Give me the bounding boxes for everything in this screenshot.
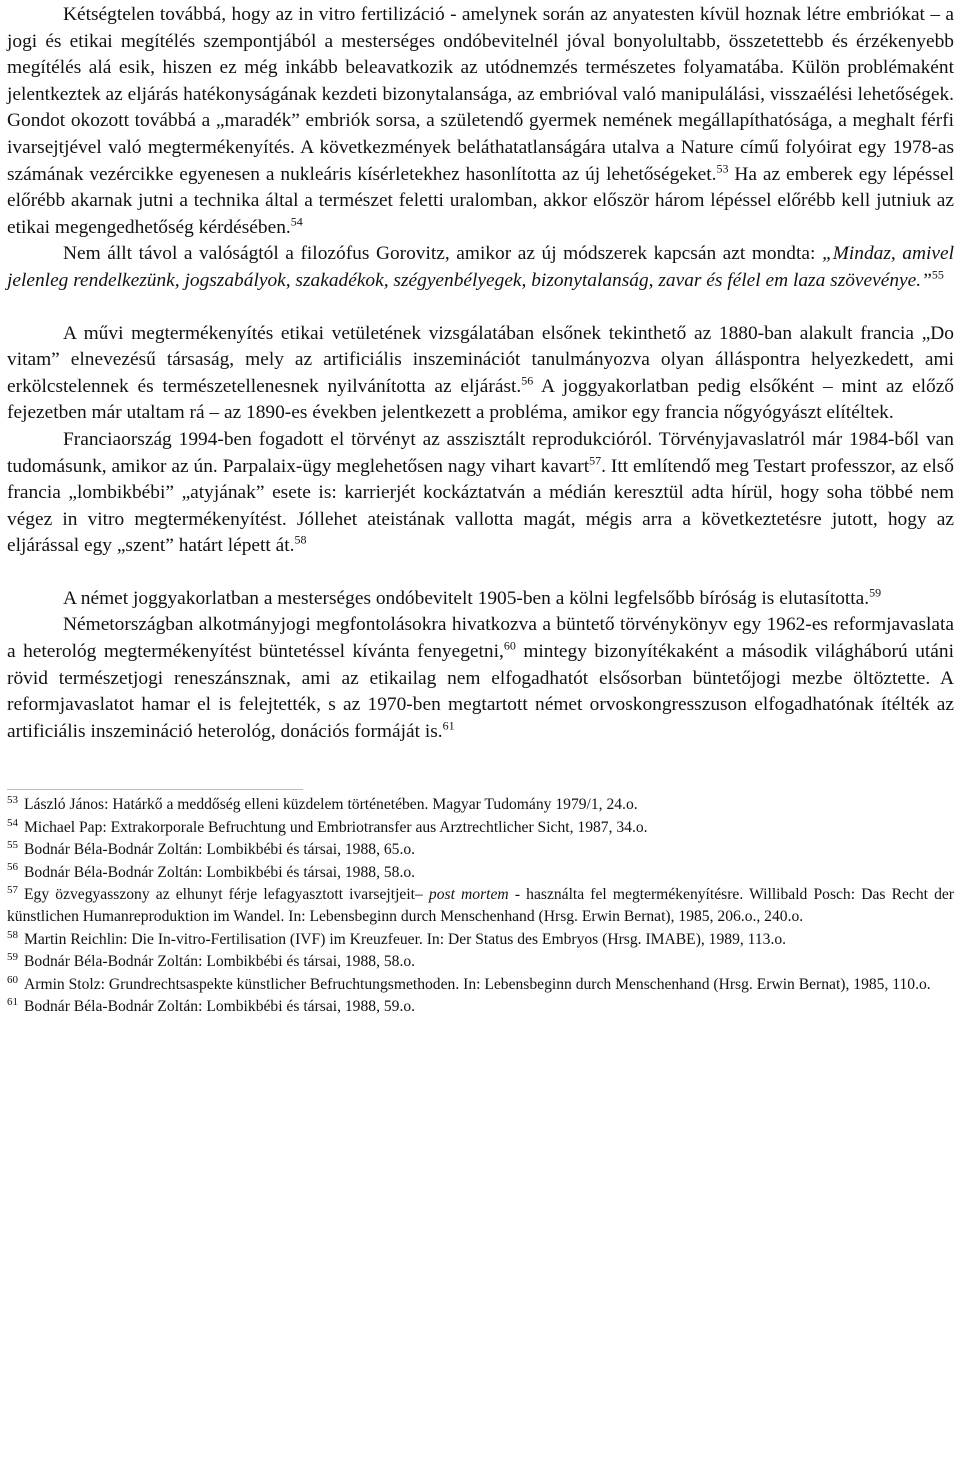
paragraph-german-court (7, 586, 954, 613)
paragraph-text: A művi megtermékenyítés etikai vetületének vizsgálatában elsőnek tekinthető az 1880-ban alakult francia „Do vitam” elnevezésű társaság, mely az artificiális inszeminációt tanulmányozva olyan álláspontra helyezkedett, ami erkölcstelennek és természetellenesnek nyilvánította az eljárást. (7, 322, 954, 397)
paragraph-text: A német joggyakorlatban a mesterséges ondóbevitelt 1905-ben a kölni legfelsőbb bíróság is elutasította. (63, 587, 870, 609)
paragraph-text: Kétségtelen továbbá, hogy az in vitro fertilizáció - amelynek során az anyatesten kívül hoznak létre embriókat – a jogi és etikai megítélés szempontjából a mesterséges ondóbevitelnél jóval bonyolultabb, összetettebb és érzékenyebb megítélés alá esik, hiszen ez még inkább beleavatkozik az utódnemzés természetes folyamatába. Külön problémaként jelentkeztek az eljárás hatékonyságának kezdeti bizonytalansága, az embrióval való manipulálási, visszaélési lehetőségek. Gondot okozott továbbá a „maradék” embriók sorsa, a születendő gyermek nemének megállapíthatósága, a meghalt férfi ivarsejtjével való megtermékenyítés. A következmények beláthatatlanságára utalva a Nature című folyóirat egy 1978-as számának vezércikke egyenesen a nukleáris kísérletekhez hasonlította az új lehetőségeket. (7, 4, 954, 185)
quotation: „Mindaz, amivel jelenleg rendelkezünk, jogszabályok, szakadékok, szégyenbélyegek, bizonytalanság, zavar és félel em laza szövevénye.” (7, 243, 954, 291)
footnote-text: Bodnár Béla-Bodnár Zoltán: Lombikbébi és társai, 1988, 59.o. (24, 998, 416, 1016)
footnote-text: László János: Határkő a meddőség elleni küzdelem történetében. Magyar Tudomány 1979/1, 24.o. (24, 796, 638, 814)
footnotes (7, 794, 954, 1018)
footnote-ref[interactable]: 59 (869, 585, 882, 600)
footnote-item (7, 974, 954, 996)
footnote-italic-text: post mortem (428, 886, 509, 904)
footnote-text: Egy özvegyasszony az elhunyt férje lefagyasztott ivarsejtjeit– (24, 886, 429, 904)
footnote-text: Bodnár Béla-Bodnár Zoltán: Lombikbébi és társai, 1988, 58.o. (24, 953, 416, 971)
footnote-item (7, 951, 954, 973)
footnote-item (7, 929, 954, 951)
footnote-item (7, 817, 954, 839)
footnote-ref[interactable]: 61 (442, 718, 455, 733)
footnote-number: 54 (7, 816, 18, 829)
footnote-item (7, 996, 954, 1018)
footnote-text: Martin Reichlin: Die In-vitro-Fertilisation (IVF) im Kreuzfeuer. In: Der Status des Embryos (Hrsg. IMABE), 1989, 113.o. (24, 930, 787, 948)
paragraph-gap (7, 295, 954, 321)
paragraph-text: . Itt említendő meg Testart professzor, az első francia „lombikbébi” „atyjának” esete is: karrierjét kockáztatván a médián keresztül adta hírül, hogy soha többé nem végez in vitro megtermékenyítést. Jóllehet ateistának vallotta magát, mégis arra a következtetésre jutott, hogy az eljárással egy „szent” határt lépett át. (7, 455, 954, 557)
paragraph-gorovitz (7, 241, 954, 294)
footnote-ref[interactable]: 56 (521, 373, 534, 388)
footnote-text: - használta fel megtermékenyítésre. Willibald Posch: Das Recht der künstlichen Humanreproduktion im Wandel. In: Lebensbeginn durch Menschenhand (Hrsg. Erwin Bernat), 1985, 206.o., 240.o. (7, 886, 954, 926)
footnote-item (7, 839, 954, 861)
footnote-item (7, 794, 954, 816)
footnote-number: 56 (7, 861, 18, 874)
footnote-ref[interactable]: 53 (716, 161, 729, 176)
footnote-ref[interactable]: 60 (503, 638, 516, 653)
footnote-number: 60 (7, 973, 18, 986)
paragraph-do-vitam (7, 321, 954, 427)
footnote-number: 59 (7, 951, 18, 964)
footnote-ref[interactable]: 55 (931, 267, 944, 282)
footnote-item (7, 862, 954, 884)
footnote-text: Bodnár Béla-Bodnár Zoltán: Lombikbébi és társai, 1988, 58.o. (24, 863, 416, 881)
paragraph-france (7, 427, 954, 560)
footnote-text: Armin Stolz: Grundrechtsaspekte künstlicher Befruchtungsmethoden. In: Lebensbeginn durch Menschenhand (Hrsg. Erwin Bernat), 1985, 110.o. (24, 975, 931, 993)
footnote-ref[interactable]: 58 (294, 532, 307, 547)
footnote-number: 53 (7, 794, 18, 807)
footnote-number: 61 (7, 995, 18, 1008)
paragraph-text: A joggyakorlatban pedig elsőként – mint az előző fejezetben már utaltam rá – az 1890-es években jelentkezett a probléma, amikor egy francia nőgyógyászt elítéltek. (7, 375, 955, 424)
footnote-item (7, 884, 954, 929)
footnote-text: Bodnár Béla-Bodnár Zoltán: Lombikbébi és társai, 1988, 65.o. (24, 841, 416, 859)
paragraph-ivf-ethics (7, 2, 954, 241)
footnote-ref[interactable]: 54 (290, 214, 303, 229)
footnote-number: 55 (7, 839, 18, 852)
footnote-ref[interactable]: 57 (589, 453, 602, 468)
paragraph-germany-reform (7, 612, 954, 745)
paragraph-text: Németországban alkotmányjogi megfontolásokra hivatkozva a büntető törvénykönyv egy 1962-es reformjavaslata a heterológ megtermékenyítést büntetéssel kívánta fenyegetni, (7, 614, 954, 663)
paragraph-text: Nem állt távol a valóságtól a filozófus Gorovitz, amikor az új módszerek kapcsán azt mondta: (63, 243, 822, 265)
footnote-number: 57 (7, 883, 18, 896)
paragraph-text: mintegy bizonyítékaként a második világháború utáni rövid természetjogi reneszánsznak, ami az etikailag nem elfogadhatót elsősorban büntetőjogi mezbe öltöztette. A reformjavaslatot hamar el is felejtették, s az 1970-ben megtartott német orvoskongresszuson elfogadhatónak ítélték az artificiális inszemináció heterológ, donációs formáját is. (7, 641, 954, 742)
footnote-separator (7, 789, 303, 790)
footnote-text: Michael Pap: Extrakorporale Befruchtung und Embriotransfer aus Arztrechtlicher Sicht, 1987, 34.o. (24, 818, 648, 836)
footnote-number: 58 (7, 928, 18, 941)
paragraph-text: Franciaország 1994-ben fogadott el törvényt az asszisztált reprodukcióról. Törvényjavaslatról már 1984-ből van tudomásunk, amikor az ún. Parpalaix-ügy meglehetősen nagy vihart kavart (7, 428, 954, 477)
paragraph-text: Ha az emberek egy lépéssel előrébb akarnak jutni a technika által a természet feletti uralomban, akkor először három lépéssel előrébb kell jutniuk az etikai megengedhetőség kérdésében. (7, 163, 954, 238)
paragraph-gap (7, 560, 954, 586)
